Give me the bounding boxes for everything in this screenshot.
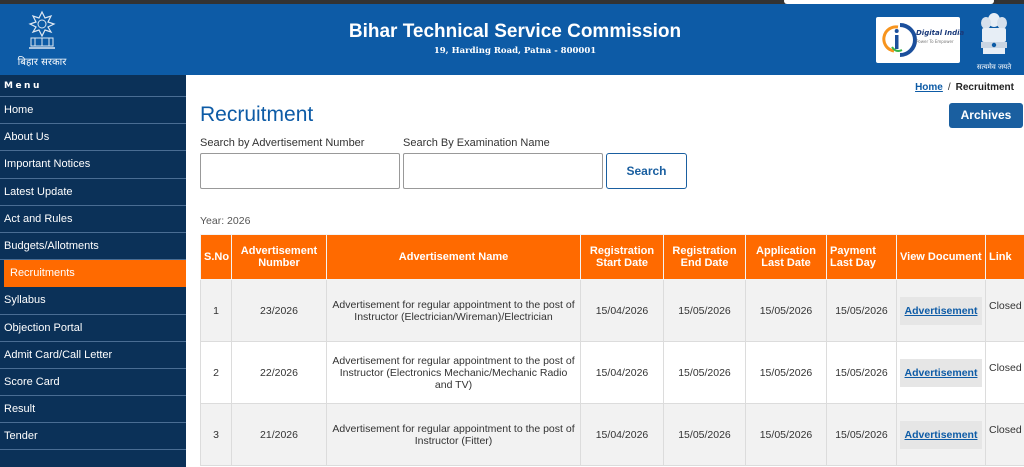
site-header (0, 4, 1024, 75)
site-title: Bihar Technical Service Commission (348, 21, 682, 42)
cell-reg-start: 15/04/2026 (581, 404, 664, 466)
cell-view-doc (897, 404, 986, 466)
cell-adv-number: 22/2026 (232, 342, 327, 404)
sidebar-heading: Menu (0, 75, 186, 97)
cell-link-status: Closed (986, 342, 1024, 404)
cell-app-last: 15/05/2026 (746, 342, 827, 404)
sidebar-item-score-card[interactable]: Score Card (0, 369, 186, 396)
sidebar-item-recruitments[interactable]: Recruitments (4, 260, 186, 287)
cell-pay-last: 15/05/2026 (827, 280, 897, 342)
col-header-reg-start: Registration Start Date (581, 235, 664, 280)
search-adv-label: Search by Advertisement Number (200, 137, 365, 149)
cell-reg-start: 15/04/2026 (581, 280, 664, 342)
cell-adv-name: Advertisement for regular appointment to the post of Instructor (Fitter) (327, 404, 581, 466)
col-header-view-doc: View Document (897, 235, 986, 280)
recruitment-table (200, 234, 1024, 466)
advertisement-link[interactable]: Advertisement (900, 297, 982, 325)
sidebar-item-syllabus[interactable]: Syllabus (0, 287, 186, 314)
col-header-reg-end: Registration End Date (664, 235, 746, 280)
cell-adv-number: 23/2026 (232, 280, 327, 342)
cell-sno: 1 (201, 280, 232, 342)
sidebar-item-admit-card[interactable]: Admit Card/Call Letter (0, 342, 186, 369)
cell-sno: 3 (201, 404, 232, 466)
cell-link-status: Closed (986, 280, 1024, 342)
table-row (201, 342, 1024, 404)
sidebar-item-result[interactable]: Result (0, 396, 186, 423)
cell-app-last: 15/05/2026 (746, 280, 827, 342)
cell-reg-end: 15/05/2026 (664, 342, 746, 404)
sidebar (0, 75, 186, 467)
bihar-govt-emblem[interactable] (14, 10, 70, 68)
breadcrumb-separator: / (947, 82, 951, 93)
sidebar-item-about-us[interactable]: About Us (0, 124, 186, 151)
col-header-app-last: Application Last Date (746, 235, 827, 280)
digital-india-tagline: Power To Empower (916, 39, 954, 44)
col-header-link: Link (986, 235, 1024, 280)
cell-adv-number: 21/2026 (232, 404, 327, 466)
sidebar-item-objection-portal[interactable]: Objection Portal (0, 315, 186, 342)
search-adv-input[interactable] (200, 153, 400, 189)
cell-link-status: Closed (986, 404, 1024, 466)
search-exam-input[interactable] (403, 153, 603, 189)
advertisement-link[interactable]: Advertisement (900, 359, 982, 387)
sidebar-item-home[interactable]: Home (0, 97, 186, 124)
search-exam-label: Search By Examination Name (403, 137, 550, 149)
digital-india-text: Digital India (916, 29, 965, 37)
national-emblem-caption: सत्यमेव जयते (976, 63, 1012, 71)
table-row (201, 280, 1024, 342)
sidebar-item-latest-update[interactable]: Latest Update (0, 179, 186, 206)
page-title: Recruitment (200, 103, 314, 126)
cell-view-doc (897, 342, 986, 404)
archives-button[interactable]: Archives (949, 103, 1023, 128)
cell-view-doc (897, 280, 986, 342)
cell-reg-end: 15/05/2026 (664, 280, 746, 342)
breadcrumb-home-link[interactable]: Home (915, 82, 943, 93)
breadcrumb (915, 82, 1014, 93)
year-label: Year: 2026 (200, 215, 251, 227)
advertisement-link[interactable]: Advertisement (900, 421, 982, 449)
digital-india-icon (878, 17, 918, 63)
site-address: 19, Harding Road, Patna - 800001 (433, 46, 597, 56)
breadcrumb-current: Recruitment (955, 82, 1014, 93)
cell-adv-name: Advertisement for regular appointment to the post of Instructor (Electrician/Wireman)/Electrician (327, 280, 581, 342)
cell-adv-name: Advertisement for regular appointment to the post of Instructor (Electronics Mechanic/Mechanic Radio and TV) (327, 342, 581, 404)
bihar-emblem-caption: बिहार सरकार (17, 57, 67, 68)
sidebar-item-tender[interactable]: Tender (0, 423, 186, 450)
cell-reg-start: 15/04/2026 (581, 342, 664, 404)
digital-india-logo[interactable] (876, 17, 965, 63)
cell-pay-last: 15/05/2026 (827, 404, 897, 466)
sidebar-item-act-and-rules[interactable]: Act and Rules (0, 206, 186, 233)
header-title-block (320, 21, 710, 56)
ashoka-emblem-icon (977, 10, 1011, 58)
main-content (186, 75, 1024, 467)
national-emblem (972, 10, 1016, 72)
table-row (201, 404, 1024, 466)
sidebar-item-important-notices[interactable]: Important Notices (0, 151, 186, 178)
col-header-pay-last: Payment Last Day (827, 235, 897, 280)
table-header-row (201, 235, 1024, 280)
cell-pay-last: 15/05/2026 (827, 342, 897, 404)
search-button[interactable]: Search (606, 153, 687, 189)
cell-app-last: 15/05/2026 (746, 404, 827, 466)
sidebar-item-budgets-allotments[interactable]: Budgets/Allotments (0, 233, 186, 260)
col-header-sno: S.No (201, 235, 232, 280)
bihar-emblem-icon (25, 10, 59, 52)
cell-sno: 2 (201, 342, 232, 404)
cell-reg-end: 15/05/2026 (664, 404, 746, 466)
col-header-adv-number: Advertisement Number (232, 235, 327, 280)
col-header-adv-name: Advertisement Name (327, 235, 581, 280)
